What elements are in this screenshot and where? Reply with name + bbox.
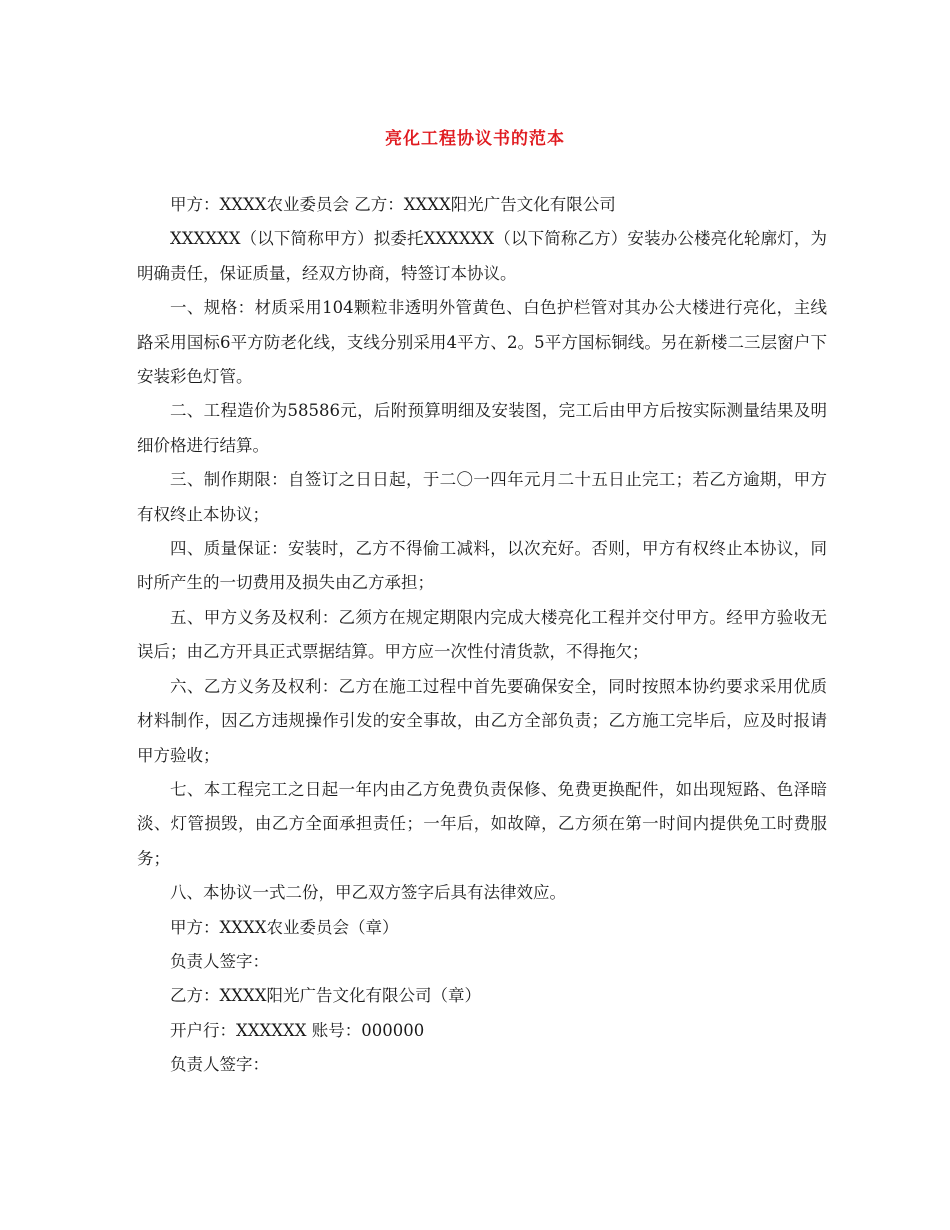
clause-5-party-a-duties: 五、甲方义务及权利：乙须方在规定期限内完成大楼亮化工程并交付甲方。经甲方验收无误后；由乙方开具正式票据结算。甲方应一次性付清货款，不得拖欠； [137,607,827,662]
clause-3-deadline: 三、制作期限：自签订之日日起，于二〇一四年元月二十五日止完工；若乙方逾期，甲方有权终止本协议； [137,470,827,524]
clause-7-warranty: 七、本工程完工之日起一年内由乙方免费负责保修、免费更换配件，如出现短路、色泽暗淡、灯管损毁，由乙方全面承担责任；一年后，如故障，乙方须在第一时间内提供免工时费服务； [137,779,827,868]
party-b-signature-line: 负责人签字： [170,1055,269,1075]
intro-paragraph: XXXXXX（以下简称甲方）拟委托XXXXXX（以下简称乙方）安装办公楼亮化轮廓灯，为明确责任，保证质量，经双方协商，特签订本协议。 [137,229,827,283]
party-b-seal-line: 乙方：XXXX阳光广告文化有限公司（章） [170,986,481,1006]
clause-4-quality: 四、质量保证：安装时，乙方不得偷工减料，以次充好。否则，甲方有权终止本协议，同时所产生的一切费用及损失由乙方承担； [137,539,827,593]
clause-1-specification: 一、规格：材质采用104颗粒非透明外管黄色、白色护栏管对其办公大楼进行亮化，主线路采用国标6平方防老化线，支线分别采用4平方、2。5平方国标铜线。另在新楼二三层窗户下安装彩色灯管。 [137,298,827,387]
clause-2-cost: 二、工程造价为58586元，后附预算明细及安装图，完工后由甲方后按实际测量结果及明细价格进行结算。 [137,401,827,455]
document-title: 亮化工程协议书的范本 [385,129,565,149]
bank-account-line: 开户行：XXXXXX 账号：000000 [170,1020,425,1040]
clause-8-effect: 八、本协议一式二份，甲乙双方签字后具有法律效应。 [170,883,566,903]
party-a-signature-line: 负责人签字： [170,951,269,971]
document-body [137,188,827,1083]
parties-line: 甲方：XXXX农业委员会 乙方：XXXX阳光广告文化有限公司 [170,195,616,214]
clause-6-party-b-duties: 六、乙方义务及权利：乙方在施工过程中首先要确保安全，同时按照本协约要求采用优质材料制作，因乙方违规操作引发的安全事故，由乙方全部负责；乙方施工完毕后，应及时报请甲方验收； [137,676,827,765]
party-a-seal-line: 甲方：XXXX农业委员会（章） [170,917,399,937]
